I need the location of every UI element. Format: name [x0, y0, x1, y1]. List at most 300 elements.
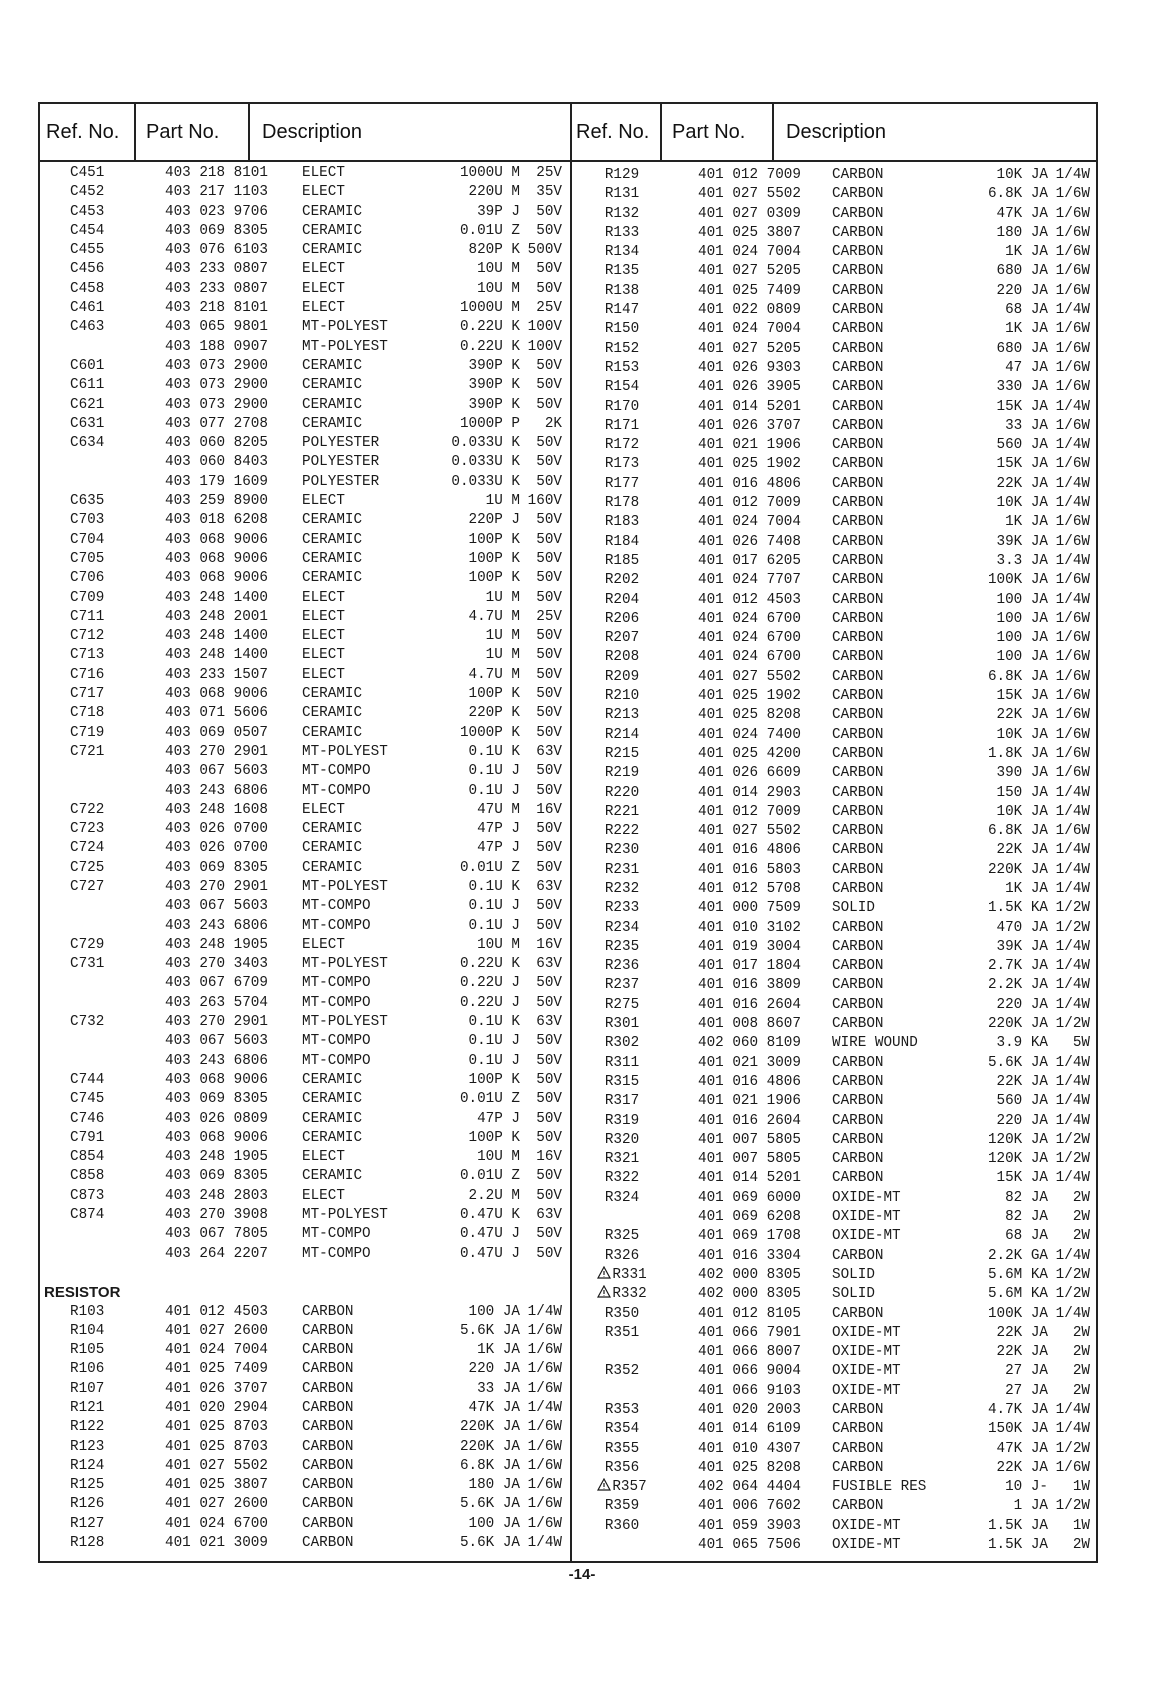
- ref-no: R177: [604, 475, 640, 492]
- wattage: 1/6W: [1055, 533, 1090, 550]
- ref-no: R234: [604, 919, 640, 936]
- value-tolerance: 1 JA: [1013, 1498, 1048, 1515]
- ref-no: C621: [70, 396, 105, 413]
- value-tolerance: 0.01U Z: [459, 222, 520, 239]
- value-tolerance: 4.7U M: [468, 608, 520, 625]
- wattage: 1/4W: [1055, 784, 1090, 801]
- description: OXIDE-MT: [832, 1324, 901, 1341]
- rating: 500V: [527, 242, 562, 259]
- ref-no: C854: [70, 1149, 105, 1166]
- description: ELECT: [302, 666, 345, 683]
- ref-no: R123: [70, 1438, 105, 1455]
- part-no: 401 021 3009: [165, 1535, 268, 1552]
- ref-no: C729: [70, 936, 105, 953]
- value-tolerance: 1K JA: [1005, 244, 1048, 261]
- table-row: [40, 357, 570, 376]
- part-no: 401 016 2604: [698, 996, 801, 1013]
- table-row: [570, 243, 1096, 262]
- part-no: 401 027 5502: [698, 823, 801, 840]
- rating: 160V: [527, 493, 562, 510]
- part-no: 403 077 2708: [165, 415, 268, 432]
- value-tolerance: 560 JA: [996, 1093, 1048, 1110]
- ref-no: R126: [70, 1496, 105, 1513]
- table-row: [570, 1112, 1096, 1131]
- description: CARBON: [832, 302, 884, 319]
- wattage: 1/4W: [1055, 1421, 1090, 1438]
- rating: 50V: [536, 1226, 562, 1243]
- ref-no: R172: [604, 437, 640, 454]
- rating: 50V: [536, 377, 562, 394]
- rating: 1/6W: [527, 1380, 562, 1397]
- ref-no: R326: [604, 1247, 640, 1264]
- value-tolerance: 47U M: [477, 801, 520, 818]
- table-row: [40, 839, 570, 858]
- ref-no: R231: [604, 861, 640, 878]
- value-tolerance: 0.22U K: [459, 338, 520, 355]
- table-row: [570, 417, 1096, 436]
- wattage: 1/6W: [1055, 224, 1090, 241]
- value-tolerance: 22K JA: [996, 707, 1048, 724]
- ref-no: R204: [604, 591, 640, 608]
- table-row: [40, 260, 570, 279]
- part-no: 403 026 0809: [165, 1110, 268, 1127]
- table-row: [40, 1476, 570, 1495]
- table-row: [40, 955, 570, 974]
- table-row: [40, 415, 570, 434]
- right-header: [570, 104, 1096, 162]
- part-no: 401 024 7707: [698, 572, 801, 589]
- wattage: 1/6W: [1055, 823, 1090, 840]
- ref-no: R134: [604, 244, 640, 261]
- ref-no: R232: [604, 880, 640, 897]
- rating: 50V: [536, 473, 562, 490]
- description: POLYESTER: [302, 435, 380, 452]
- table-row: [40, 1399, 570, 1418]
- rating: 1/4W: [527, 1400, 562, 1416]
- table-row: [40, 859, 570, 878]
- ref-no: R121: [70, 1400, 105, 1416]
- value-tolerance: 1000P P: [459, 415, 520, 432]
- part-no: 401 021 1906: [698, 1093, 801, 1110]
- description: CARBON: [832, 552, 884, 569]
- ref-no: R129: [604, 167, 640, 183]
- value-tolerance: 220 JA: [996, 1112, 1048, 1129]
- wattage: 1/2W: [1055, 919, 1090, 936]
- value-tolerance: 100P K: [468, 686, 520, 703]
- part-no: 402 000 8305: [698, 1286, 801, 1303]
- value-tolerance: 220K JA: [459, 1438, 520, 1455]
- value-tolerance: 4.7U M: [468, 666, 520, 683]
- part-no: 403 218 8101: [165, 300, 268, 317]
- rating: 63V: [536, 878, 562, 895]
- table-row: [40, 1071, 570, 1090]
- description: CARBON: [832, 938, 884, 955]
- value-tolerance: 1000U M: [459, 165, 520, 181]
- ref-no: C635: [70, 493, 105, 510]
- ref-no: R202: [604, 572, 640, 589]
- ref-no: C634: [70, 435, 105, 452]
- rating: 50V: [536, 1071, 562, 1088]
- wattage: 1/4W: [1055, 861, 1090, 878]
- table-row: [40, 1438, 570, 1457]
- description: ELECT: [302, 493, 345, 510]
- description: CARBON: [832, 167, 884, 183]
- table-row: [40, 531, 570, 550]
- description: CARBON: [832, 514, 884, 531]
- wattage: 1/2W: [1055, 1440, 1090, 1457]
- value-tolerance: 680 JA: [996, 263, 1048, 280]
- wattage: 1/6W: [1055, 765, 1090, 782]
- description: OXIDE-MT: [832, 1189, 901, 1206]
- ref-no: C461: [70, 300, 105, 317]
- ref-no: C712: [70, 628, 105, 645]
- wattage: 2W: [1072, 1209, 1090, 1226]
- rating: 50V: [536, 203, 562, 220]
- description: MT-COMPO: [302, 898, 371, 915]
- part-no: 401 012 7009: [698, 167, 801, 183]
- value-tolerance: 3.9 KA: [996, 1035, 1048, 1052]
- table-row: [570, 494, 1096, 513]
- table-row: [570, 687, 1096, 706]
- ref-no: C611: [70, 377, 105, 394]
- description: ELECT: [302, 589, 345, 606]
- table-row: [40, 396, 570, 415]
- header-divider: [134, 104, 136, 160]
- rating: 50V: [536, 589, 562, 606]
- ref-no: R131: [604, 186, 640, 203]
- table-row: [40, 704, 570, 723]
- value-tolerance: 220U M: [468, 184, 520, 201]
- description: CERAMIC: [302, 531, 363, 548]
- value-tolerance: 0.47U K: [459, 1207, 520, 1224]
- part-no: 403 069 8305: [165, 222, 268, 239]
- value-tolerance: 5.6K JA: [459, 1322, 520, 1339]
- table-row: [40, 608, 570, 627]
- table-row: [40, 1418, 570, 1437]
- description: CERAMIC: [302, 821, 363, 838]
- part-no: 403 067 5603: [165, 1033, 268, 1050]
- description: CARBON: [832, 533, 884, 550]
- value-tolerance: 47K JA: [468, 1400, 520, 1416]
- description: CERAMIC: [302, 840, 363, 857]
- wattage: 2W: [1072, 1189, 1090, 1206]
- wattage: 1/6W: [1055, 456, 1090, 473]
- description: CARBON: [832, 803, 884, 820]
- value-tolerance: 0.22U K: [459, 956, 520, 973]
- ref-no: R150: [604, 321, 640, 338]
- description: CARBON: [832, 880, 884, 897]
- ref-no: C722: [70, 801, 105, 818]
- wattage: 1/6W: [1055, 514, 1090, 531]
- description: CERAMIC: [302, 570, 363, 587]
- value-tolerance: 0.1U J: [468, 1052, 520, 1069]
- ref-no: R107: [70, 1380, 105, 1397]
- part-no: 401 014 2903: [698, 784, 801, 801]
- part-no: 401 025 7409: [698, 282, 801, 299]
- table-row: [570, 919, 1096, 938]
- description: CARBON: [832, 977, 884, 994]
- description: MT-POLYEST: [302, 1014, 388, 1031]
- value-tolerance: 390 JA: [996, 765, 1048, 782]
- ref-no: R178: [604, 495, 640, 512]
- value-tolerance: 2.2K GA: [987, 1247, 1048, 1264]
- ref-no: R233: [604, 900, 640, 917]
- value-tolerance: 100P K: [468, 531, 520, 548]
- description: CARBON: [832, 842, 884, 859]
- ref-no: C745: [70, 1091, 105, 1108]
- ref-no: R170: [604, 398, 640, 415]
- value-tolerance: 100 JA: [468, 1303, 520, 1320]
- value-tolerance: 1.5K JA: [987, 1517, 1048, 1534]
- description: POLYESTER: [302, 454, 380, 471]
- ref-no: [596, 1266, 648, 1285]
- ref-no: C718: [70, 705, 105, 722]
- description: CARBON: [832, 765, 884, 782]
- rating: 16V: [536, 1149, 562, 1166]
- description: CARBON: [832, 1016, 884, 1033]
- wattage: 1/4W: [1055, 302, 1090, 319]
- table-row: [40, 222, 570, 241]
- value-tolerance: 150K JA: [987, 1421, 1048, 1438]
- rating: 35V: [536, 184, 562, 201]
- description: MT-COMPO: [302, 763, 371, 780]
- part-no: 401 019 3004: [698, 938, 801, 955]
- description: CARBON: [832, 1112, 884, 1129]
- value-tolerance: 10U M: [477, 936, 520, 953]
- description: CARBON: [832, 398, 884, 415]
- description: CARBON: [832, 668, 884, 685]
- value-tolerance: 1000P K: [459, 724, 520, 741]
- wattage: 1/6W: [1055, 340, 1090, 357]
- table-row: [40, 685, 570, 704]
- ref-no: R235: [604, 938, 640, 955]
- table-row: [570, 1131, 1096, 1150]
- part-no: 402 060 8109: [698, 1035, 801, 1052]
- description: CERAMIC: [302, 686, 363, 703]
- table-row: [570, 957, 1096, 976]
- wattage: 1/4W: [1055, 1247, 1090, 1264]
- part-no: 403 248 1400: [165, 589, 268, 606]
- description: CARBON: [832, 321, 884, 338]
- description: CERAMIC: [302, 1071, 363, 1088]
- part-no: 401 017 1804: [698, 958, 801, 975]
- description: CERAMIC: [302, 705, 363, 722]
- description: ELECT: [302, 184, 345, 201]
- part-no: 401 012 4503: [698, 591, 801, 608]
- value-tolerance: 82 JA: [1005, 1209, 1048, 1226]
- description: CARBON: [832, 707, 884, 724]
- ref-no: C721: [70, 743, 105, 760]
- part-no: 403 073 2900: [165, 377, 268, 394]
- table-row: [40, 1495, 570, 1514]
- part-no: 401 022 0809: [698, 302, 801, 319]
- ref-no: C727: [70, 878, 105, 895]
- value-tolerance: 100 JA: [996, 610, 1048, 627]
- rating: 1/6W: [527, 1496, 562, 1513]
- table-row: [570, 1285, 1096, 1304]
- ref-no: R317: [604, 1093, 640, 1110]
- description: ELECT: [302, 647, 345, 664]
- ref-no: R215: [604, 745, 640, 762]
- wattage: 1/4W: [1055, 398, 1090, 415]
- description: CARBON: [832, 1421, 884, 1438]
- part-no: 401 026 3707: [165, 1380, 268, 1397]
- ref-no: R221: [604, 803, 640, 820]
- description: CARBON: [832, 1151, 884, 1168]
- value-tolerance: 47P J: [477, 821, 520, 838]
- table-row: [40, 511, 570, 530]
- ref-no: R105: [70, 1342, 105, 1359]
- part-no: 403 023 9706: [165, 203, 268, 220]
- ref-no-label: R332: [612, 1286, 647, 1303]
- part-no: 401 007 5805: [698, 1151, 801, 1168]
- description: CARBON: [832, 263, 884, 280]
- wattage: 2W: [1072, 1344, 1090, 1361]
- description: CARBON: [832, 456, 884, 473]
- table-row: [40, 1206, 570, 1225]
- value-tolerance: 6.8K JA: [987, 186, 1048, 203]
- wattage: 1/6W: [1055, 321, 1090, 338]
- value-tolerance: 33 JA: [477, 1380, 520, 1397]
- ref-no: R351: [604, 1324, 640, 1341]
- table-row: [570, 533, 1096, 552]
- part-no: 403 248 1400: [165, 647, 268, 664]
- value-tolerance: 6.8K JA: [459, 1457, 520, 1474]
- part-no: 401 025 8703: [165, 1438, 268, 1455]
- description: CARBON: [832, 379, 884, 396]
- ref-no: R104: [70, 1322, 105, 1339]
- description: CARBON: [832, 1093, 884, 1110]
- rating: 63V: [536, 1207, 562, 1224]
- part-no: 401 016 4806: [698, 1073, 801, 1090]
- part-no: 401 069 1708: [698, 1228, 801, 1245]
- description: CERAMIC: [302, 724, 363, 741]
- table-row: [570, 1459, 1096, 1478]
- description: MT-COMPO: [302, 1226, 371, 1243]
- table-row: [570, 803, 1096, 822]
- value-tolerance: 100P K: [468, 1129, 520, 1146]
- value-tolerance: 220 JA: [468, 1361, 520, 1378]
- rating: 1/6W: [527, 1515, 562, 1532]
- description: ELECT: [302, 300, 345, 317]
- ref-no: C744: [70, 1071, 105, 1088]
- value-tolerance: 0.033U K: [451, 473, 520, 490]
- description: CARBON: [302, 1400, 354, 1416]
- value-tolerance: 10U M: [477, 1149, 520, 1166]
- description: MT-COMPO: [302, 782, 371, 799]
- table-row: [570, 1266, 1096, 1285]
- value-tolerance: 220 JA: [996, 996, 1048, 1013]
- value-tolerance: 0.47U J: [459, 1245, 520, 1262]
- wattage: 1/6W: [1055, 630, 1090, 647]
- part-no: 401 014 5201: [698, 1170, 801, 1187]
- wattage: 1/6W: [1055, 610, 1090, 627]
- wattage: 1/6W: [1055, 572, 1090, 589]
- value-tolerance: 22K JA: [996, 842, 1048, 859]
- value-tolerance: 680 JA: [996, 340, 1048, 357]
- part-no: 401 025 1902: [698, 688, 801, 705]
- table-row: [570, 1420, 1096, 1439]
- part-no: 401 026 6609: [698, 765, 801, 782]
- table-row: [570, 1517, 1096, 1536]
- part-no: 401 024 6700: [165, 1515, 268, 1532]
- ref-no: R213: [604, 707, 640, 724]
- rating: 25V: [536, 608, 562, 625]
- ref-no: R321: [604, 1151, 640, 1168]
- description: CARBON: [832, 437, 884, 454]
- description: POLYESTER: [302, 473, 380, 490]
- part-no: 403 073 2900: [165, 357, 268, 374]
- table-row: [40, 1090, 570, 1109]
- value-tolerance: 0.1U K: [468, 1014, 520, 1031]
- table-row: [40, 1303, 570, 1322]
- part-no: 401 010 4307: [698, 1440, 801, 1457]
- table-row: [40, 1032, 570, 1051]
- description: CARBON: [832, 475, 884, 492]
- part-no: 401 012 7009: [698, 495, 801, 512]
- table-row: [570, 822, 1096, 841]
- wattage: 1/6W: [1055, 1459, 1090, 1476]
- table-row: [570, 899, 1096, 918]
- value-tolerance: 220K JA: [987, 1016, 1048, 1033]
- table-row: [40, 183, 570, 202]
- part-no: 403 217 1103: [165, 184, 268, 201]
- wattage: 1/4W: [1055, 880, 1090, 897]
- value-tolerance: 0.22U J: [459, 994, 520, 1011]
- description: CARBON: [832, 919, 884, 936]
- value-tolerance: 0.033U K: [451, 454, 520, 471]
- table-row: [40, 724, 570, 743]
- ref-no: R208: [604, 649, 640, 666]
- part-no: 403 270 3908: [165, 1207, 268, 1224]
- part-no: 403 270 2901: [165, 743, 268, 760]
- description: CARBON: [832, 244, 884, 261]
- table-row: [40, 878, 570, 897]
- table-row: [570, 166, 1096, 185]
- wattage: 1/4W: [1055, 552, 1090, 569]
- ref-no: R355: [604, 1440, 640, 1457]
- description: WIRE WOUND: [832, 1035, 918, 1052]
- table-row: [570, 571, 1096, 590]
- description: CARBON: [832, 495, 884, 512]
- part-no: 401 027 5205: [698, 340, 801, 357]
- table-row: [570, 1189, 1096, 1208]
- safety-warning-icon: [597, 1478, 611, 1491]
- part-no: 401 027 5205: [698, 263, 801, 280]
- rating: 1/4W: [527, 1303, 562, 1320]
- description: ELECT: [302, 165, 345, 181]
- table-row: [570, 1092, 1096, 1111]
- description: CARBON: [302, 1515, 354, 1532]
- ref-no: C713: [70, 647, 105, 664]
- rating: 50V: [536, 782, 562, 799]
- table-row: [570, 996, 1096, 1015]
- description: CARBON: [832, 1498, 884, 1515]
- rating: 63V: [536, 1014, 562, 1031]
- ref-no: R135: [604, 263, 640, 280]
- wattage: 1/4W: [1055, 475, 1090, 492]
- ref-no: R319: [604, 1112, 640, 1129]
- table-row: [40, 1013, 570, 1032]
- ref-no: C874: [70, 1207, 105, 1224]
- part-no: 401 007 5805: [698, 1131, 801, 1148]
- description: CARBON: [832, 861, 884, 878]
- part-no: 403 248 1905: [165, 936, 268, 953]
- left-header: [40, 104, 570, 162]
- table-row: [40, 338, 570, 357]
- value-tolerance: 2.7K JA: [987, 958, 1048, 975]
- table-row: [570, 1305, 1096, 1324]
